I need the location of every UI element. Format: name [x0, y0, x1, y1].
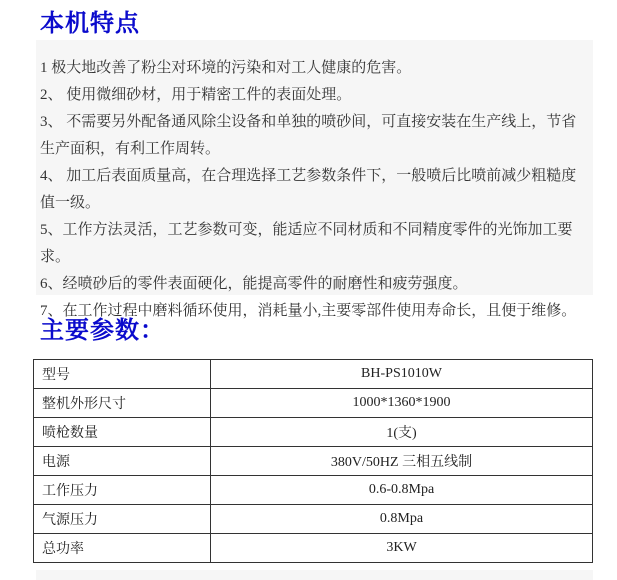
features-heading: 本机特点 — [40, 11, 140, 37]
table-row — [34, 534, 593, 563]
feature-item: 2、 使用微细砂材，用于精密工件的表面处理。 — [40, 87, 352, 103]
next-section-panel — [36, 570, 593, 580]
table-row — [34, 389, 593, 418]
param-value-cell: 1000*1360*1900 — [211, 389, 593, 418]
features-panel — [36, 40, 593, 319]
feature-item: 1 极大地改善了粉尘对环境的污染和对工人健康的危害。 — [40, 60, 412, 76]
param-value-cell: 1(支) — [211, 418, 593, 447]
param-label-cell: 型号 — [34, 360, 211, 389]
param-label-cell: 喷枪数量 — [34, 418, 211, 447]
param-label-cell: 总功率 — [34, 534, 211, 563]
parameters-table — [33, 359, 593, 563]
param-value-cell: 3KW — [211, 534, 593, 563]
param-label-cell: 工作压力 — [34, 476, 211, 505]
param-value-cell: 0.6-0.8Mpa — [211, 476, 593, 505]
param-label-cell: 整机外形尺寸 — [34, 389, 211, 418]
param-value-cell: BH-PS1010W — [211, 360, 593, 389]
param-label-cell: 气源压力 — [34, 505, 211, 534]
param-value-cell: 0.8Mpa — [211, 505, 593, 534]
feature-item: 6、经喷砂后的零件表面硬化，能提高零件的耐磨性和疲劳强度。 — [40, 276, 468, 292]
table-row — [34, 505, 593, 534]
param-label-cell: 电源 — [34, 447, 211, 476]
table-row — [34, 360, 593, 389]
table-row — [34, 447, 593, 476]
feature-item: 4、 加工后表面质量高，在合理选择工艺参数条件下，一般喷后比喷前减少粗糙度值一级。 — [40, 168, 577, 211]
table-row — [34, 476, 593, 505]
parameters-heading: 主要参数： — [40, 318, 165, 344]
table-row — [34, 418, 593, 447]
feature-item: 5、工作方法灵活，工艺参数可变，能适应不同材质和不同精度零件的光饰加工要求。 — [40, 222, 573, 265]
feature-item: 3、 不需要另外配备通风除尘设备和单独的喷砂间，可直接安装在生产线上，节省生产面积，有利工作周转。 — [40, 114, 577, 157]
param-value-cell: 380V/50HZ 三相五线制 — [211, 447, 593, 476]
feature-item: 7、在工作过程中磨料循环使用，消耗量小,主要零部件使用寿命长，且便于维修。 — [40, 303, 577, 319]
